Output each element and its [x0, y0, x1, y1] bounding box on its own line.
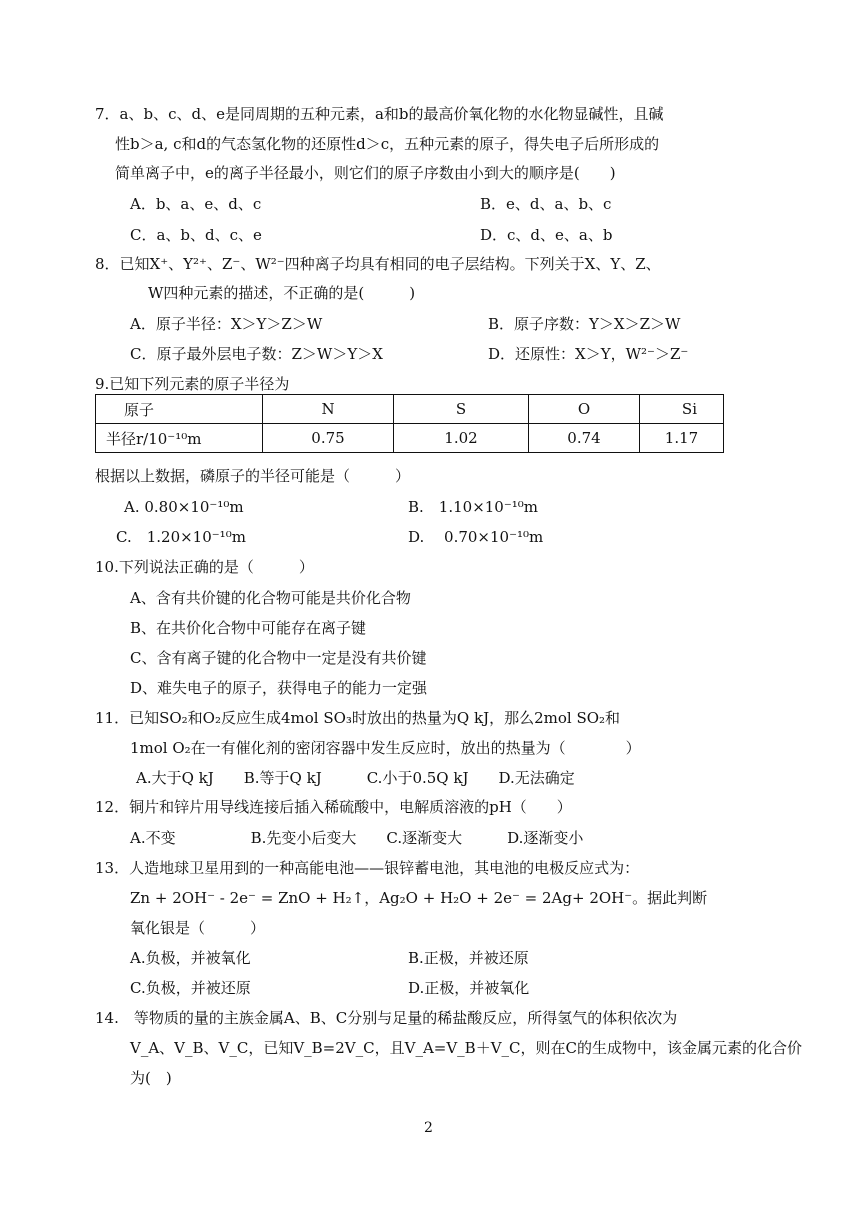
text-line: 简单离子中，e的离子半径最小，则它们的原子序数由小到大的顺序是( ) [115, 164, 616, 182]
text-line: A. 0.80×10⁻¹⁰m [124, 498, 244, 516]
text-line: V_A、V_B、V_C，已知V_B=2V_C，且V_A=V_B＋V_C，则在C的生成物中，该金属元素的化合价 [130, 1039, 802, 1057]
text-line: A．原子半径：X＞Y＞Z＞W [130, 315, 323, 333]
text-line: 12．铜片和锌片用导线连接后插入稀硫酸中，电解质溶液的pH（ ） [95, 798, 572, 816]
text-line: D、难失电子的原子，获得电子的能力一定强 [130, 679, 428, 697]
text-line: A.负极，并被氧化 [130, 949, 251, 967]
text-line: 1mol O₂在一有催化剂的密闭容器中发生反应时，放出的热量为（ ） [130, 739, 641, 757]
text-line: Zn + 2OH⁻ - 2e⁻ = ZnO + H₂↑，Ag₂O + H₂O + 2e⁻ = 2Ag+ 2OH⁻。据此判断 [130, 889, 708, 907]
table-header-cell: 原子 [96, 395, 263, 424]
text-line: A.不变 B.先变小后变大 C.逐渐变大 D.逐渐变小 [130, 829, 584, 847]
page-number: 2 [424, 1120, 433, 1136]
text-line: 7．a、b、c、d、e是同周期的五种元素，a和b的最高价氧化物的水化物显碱性，且碱 [95, 105, 664, 123]
table-header-cell: O [529, 395, 640, 424]
text-line: 11．已知SO₂和O₂反应生成4mol SO₃时放出的热量为Q kJ，那么2mol SO₂和 [95, 709, 621, 727]
text-line: D．c、d、e、a、b [480, 226, 613, 244]
text-line: B、在共价化合物中可能存在离子键 [130, 619, 367, 637]
text-line: 氧化银是（ ） [130, 919, 266, 937]
text-line: 13．人造地球卫星用到的一种高能电池——银锌蓄电池，其电池的电极反应式为： [95, 859, 640, 877]
text-line: 14. 等物质的量的主族金属A、B、C分别与足量的稀盐酸反应，所得氢气的体积依次为 [95, 1009, 678, 1027]
text-line: C．原子最外层电子数：Z＞W＞Y＞X [130, 345, 383, 363]
table-cell: 1.17 [640, 424, 724, 453]
table-header-row [96, 395, 724, 424]
text-line: A.大于Q kJ B.等于Q kJ C.小于0.5Q kJ D.无法确定 [136, 769, 575, 787]
text-line: C. 1.20×10⁻¹⁰m [116, 528, 246, 546]
atomic-radius-table [95, 394, 724, 453]
text-line: D. 0.70×10⁻¹⁰m [408, 528, 544, 546]
table-row-label: 半径r/10⁻¹⁰m [96, 424, 263, 453]
text-line: 9.已知下列元素的原子半径为 [95, 375, 290, 393]
text-line: B．e、d、a、b、c [480, 195, 612, 213]
text-line: W四种元素的描述，不正确的是( ) [148, 284, 416, 302]
text-line: C．a、b、d、c、e [130, 226, 262, 244]
text-line: D.正极，并被氧化 [408, 979, 530, 997]
text-line: B．原子序数：Y＞X＞Z＞W [488, 315, 681, 333]
text-line: D．还原性：X＞Y，W²⁻＞Z⁻ [488, 345, 689, 363]
text-line: C、含有离子键的化合物中一定是没有共价键 [130, 649, 427, 667]
text-line: C.负极，并被还原 [130, 979, 251, 997]
table-header-cell: Si [640, 395, 724, 424]
text-line: B. 1.10×10⁻¹⁰m [408, 498, 539, 516]
table-cell: 0.75 [263, 424, 394, 453]
table-cell: 1.02 [394, 424, 529, 453]
text-line: 8．已知X⁺、Y²⁺、Z⁻、W²⁻四种离子均具有相同的电子层结构。下列关于X、Y、Z、 [95, 255, 661, 273]
table-header-cell: N [263, 395, 394, 424]
text-line: A、含有共价键的化合物可能是共价化合物 [130, 589, 411, 607]
text-line: 根据以上数据，磷原子的半径可能是（ ） [95, 467, 411, 485]
table-row [96, 424, 724, 453]
text-line: 性b＞a, c和d的气态氢化物的还原性d＞c，五种元素的原子，得失电子后所形成的 [115, 135, 660, 153]
text-line: A．b、a、e、d、c [130, 195, 262, 213]
table-header-cell: S [394, 395, 529, 424]
table-cell: 0.74 [529, 424, 640, 453]
text-line: B.正极，并被还原 [408, 949, 529, 967]
text-line: 10.下列说法正确的是（ ） [95, 558, 314, 576]
text-line: 为( ) [130, 1069, 172, 1087]
